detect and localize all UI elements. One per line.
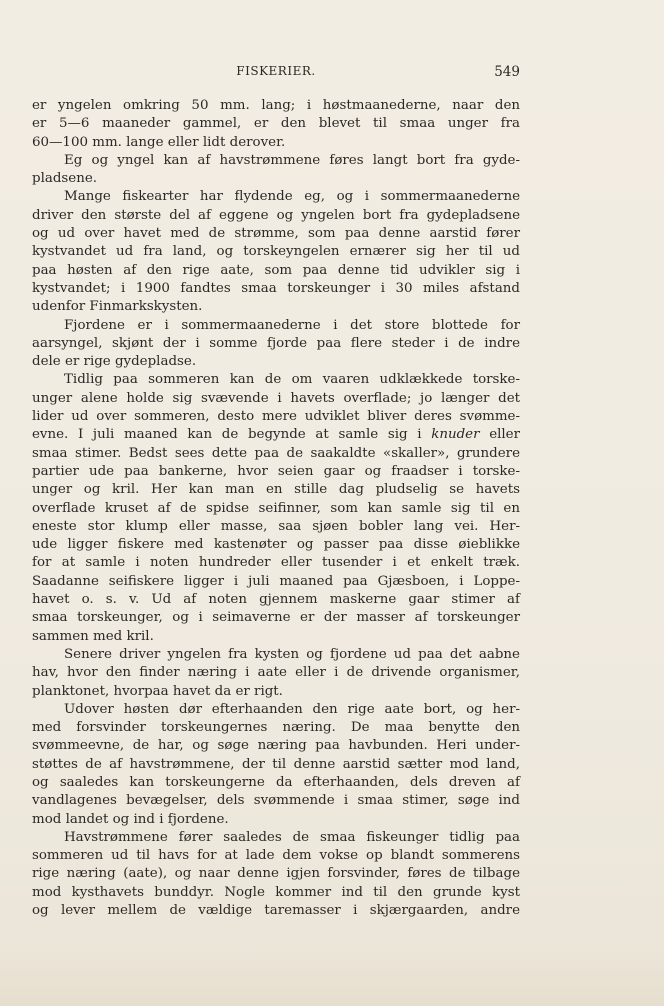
body-text: [32, 97, 520, 920]
text-line: Udover høsten dør efterhaanden den rige aate bort, og her-: [64, 701, 520, 717]
page-header: [32, 64, 520, 82]
text-line: havet o. s. v. Ud af noten gjennem maskerne gaar stimer af: [32, 592, 520, 608]
text-line: med forsvinder torskeungernes næring. De maa benytte den: [32, 720, 520, 736]
text-line: Saadanne seifiskere ligger i juli maaned paa Gjæsboen, i Loppe-: [32, 573, 520, 589]
text-line: driver den største del af eggene og yngelen bort fra gydepladsene: [32, 207, 520, 223]
text-line: planktonet, hvorpaa havet da er rigt.: [32, 683, 283, 699]
text-line: unger og kril. Her kan man en stille dag pludselig se havets: [32, 482, 520, 498]
text-line: og saaledes kan torskeungerne da efterhaanden, dels dreven af: [32, 774, 520, 790]
text-line: Fjordene er i sommermaanederne i det store blottede for: [64, 317, 520, 333]
text-line: 60—100 mm. lange eller lidt derover.: [32, 134, 286, 150]
text-line: Eg og yngel kan af havstrømmene føres langt bort fra gyde-: [64, 152, 520, 168]
text-line: for at samle i noten hundreder eller tusender i et enkelt træk.: [32, 555, 520, 571]
text-line: partier ude paa bankerne, hvor seien gaar og fraadser i torske-: [32, 463, 520, 479]
text-line: lider ud over sommeren, desto mere udviklet bliver deres svømme-: [32, 409, 520, 425]
text-line: mod landet og ind i fjordene.: [32, 811, 229, 827]
text-line: unger alene holde sig svævende i havets overflade; jo længer det: [32, 390, 520, 406]
text-line: og lever mellem de vældige taremasser i skjærgaarden, andre: [32, 903, 520, 919]
text-line: er 5—6 maaneder gammel, er den blevet til smaa unger fra: [32, 116, 520, 132]
text-line: sammen med kril.: [32, 628, 154, 644]
text-line: svømmeevne, de har, og søge næring paa havbunden. Heri under-: [32, 738, 520, 754]
text-line: vandlagenes bevægelser, dels svømmende i smaa stimer, søge ind: [32, 793, 520, 809]
text-line: kystvandet ud fra land, og torskeyngelen ernærer sig her til ud: [32, 244, 520, 260]
page-number: 549: [494, 64, 520, 80]
text-line: udenfor Finmarkskysten.: [32, 299, 203, 315]
paper-edge-shading: [0, 946, 664, 1006]
text-line: smaa stimer. Bedst sees dette paa de saakaldte «skaller», grundere: [32, 445, 520, 461]
text-line: Senere driver yngelen fra kysten og fjordene ud paa det aabne: [64, 646, 520, 662]
text-line: sommeren ud til havs for at lade dem vokse op blandt sommerens: [32, 848, 520, 864]
text-line: dele er rige gydepladse.: [32, 354, 197, 370]
text-line: hav, hvor den finder næring i aate eller i de drivende organismer,: [32, 665, 520, 681]
text-line: kystvandet; i 1900 fandtes smaa torskeunger i 30 miles afstand: [32, 280, 520, 296]
text-line: Havstrømmene fører saaledes de smaa fiskeunger tidlig paa: [64, 829, 520, 845]
running-title: FISKERIER.: [236, 64, 316, 78]
text-line: og ud over havet med de strømme, som paa denne aarstid fører: [32, 226, 520, 242]
text-line: støttes de af havstrømmene, der til denne aarstid sætter mod land,: [32, 756, 520, 772]
text-line: ude ligger fiskere med kastenøter og passer paa disse øieblikke: [32, 537, 520, 553]
text-line: smaa torskeunger, og i seimaverne er der masser af torskeunger: [32, 610, 520, 626]
text-line: rige næring (aate), og naar denne igjen forsvinder, føres de tilbage: [32, 866, 520, 882]
text-line: overflade kruset af de spidse seifinner, som kan samle sig til en: [32, 500, 520, 516]
text-line: aarsyngel, skjønt der i somme fjorde paa flere steder i de indre: [32, 335, 520, 351]
text-line: Mange fiskearter har flydende eg, og i sommermaanederne: [64, 189, 520, 205]
text-line: pladsene.: [32, 171, 98, 187]
text-line: mod kysthavets bunddyr. Nogle kommer ind til den grunde kyst: [32, 884, 520, 900]
text-line: paa høsten af den rige aate, som paa denne tid udvikler sig i: [32, 262, 520, 278]
text-line: er yngelen omkring 50 mm. lang; i høstmaanederne, naar den: [32, 98, 520, 113]
text-line: evne. I juli maaned kan de begynde at samle sig i knuder eller: [32, 427, 521, 443]
text-line: Tidlig paa sommeren kan de om vaaren udklækkede torske-: [64, 372, 520, 388]
text-line: eneste stor klump eller masse, saa sjøen bobler lang vei. Her-: [32, 518, 520, 534]
